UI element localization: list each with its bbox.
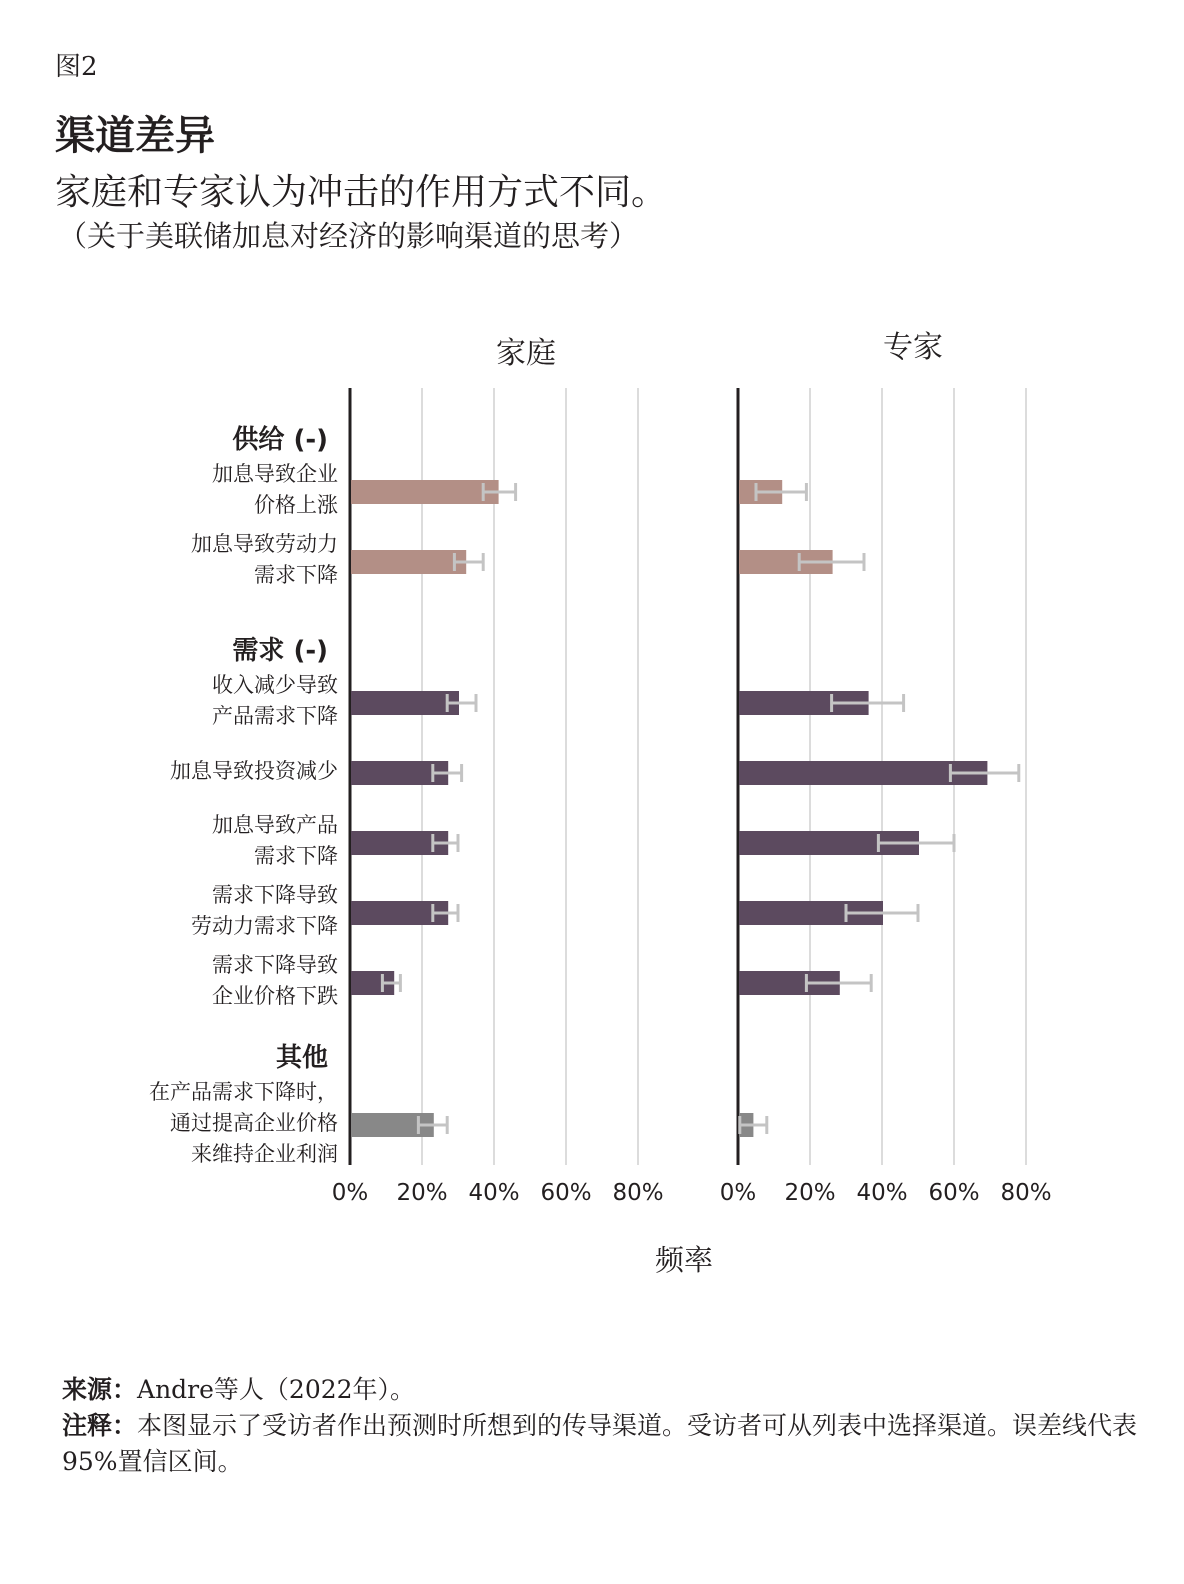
category-label-line: 加息导致企业 [212,462,338,486]
category-label-line: 劳动力需求下降 [191,914,338,938]
panel-title-experts: 专家 [883,330,943,365]
chart-title: 渠道差异 [55,113,215,159]
group-label-demand: 需求 (-) [232,636,328,666]
note-text: 本图显示了受访者作出预测时所想到的传导渠道。受访者可从列表中选择渠道。误差线代表95%置信区间。 [62,1411,1138,1476]
source-text: Andre等人（2022年）。 [137,1375,416,1404]
category-label-line: 加息导致产品 [212,813,338,837]
x-tick-label: 80% [612,1180,664,1206]
note-line [62,1408,1142,1480]
chart-subtitle: 家庭和专家认为冲击的作用方式不同。 [55,172,668,213]
x-tick-label: 0% [719,1180,757,1206]
category-label-line: 收入减少导致 [212,673,338,697]
category-label-line: 需求下降导致 [212,953,338,977]
bar [351,480,499,504]
group-label-other: 其他 [275,1043,328,1073]
bar [351,691,459,715]
x-tick-label: 60% [540,1180,592,1206]
x-tick-label: 40% [856,1180,908,1206]
x-tick-label: 40% [468,1180,520,1206]
x-tick-label: 80% [1000,1180,1052,1206]
category-label-line: 来维持企业利润 [191,1141,338,1166]
category-label-line: 在产品需求下降时， [149,1079,338,1104]
category-label-line: 需求下降 [254,563,338,587]
source-line [62,1372,1142,1408]
category-label-line: 需求下降导致 [212,883,338,907]
figure-label: 图2 [55,52,98,82]
category-label-line: 通过提高企业价格 [170,1110,338,1135]
bar [351,550,466,574]
footer [62,1372,1142,1480]
source-label: 来源： [62,1375,138,1404]
group-label-supply: 供给 (-) [232,425,328,455]
category-label-line: 加息导致劳动力 [191,532,338,556]
category-label-line: 价格上涨 [254,493,338,517]
panel-title-households: 家庭 [496,336,556,371]
category-label-line: 产品需求下降 [212,704,338,728]
note-label: 注释： [62,1411,138,1440]
x-tick-label: 60% [928,1180,980,1206]
x-tick-label: 0% [331,1180,369,1206]
chart-note: （关于美联储加息对经济的影响渠道的思考） [58,219,639,253]
category-label-line: 加息导致投资减少 [170,758,338,783]
x-tick-label: 20% [784,1180,836,1206]
category-label-line: 企业价格下跌 [212,984,338,1008]
x-axis-label: 频率 [655,1243,714,1277]
category-label-line: 需求下降 [254,844,338,868]
x-tick-label: 20% [396,1180,448,1206]
